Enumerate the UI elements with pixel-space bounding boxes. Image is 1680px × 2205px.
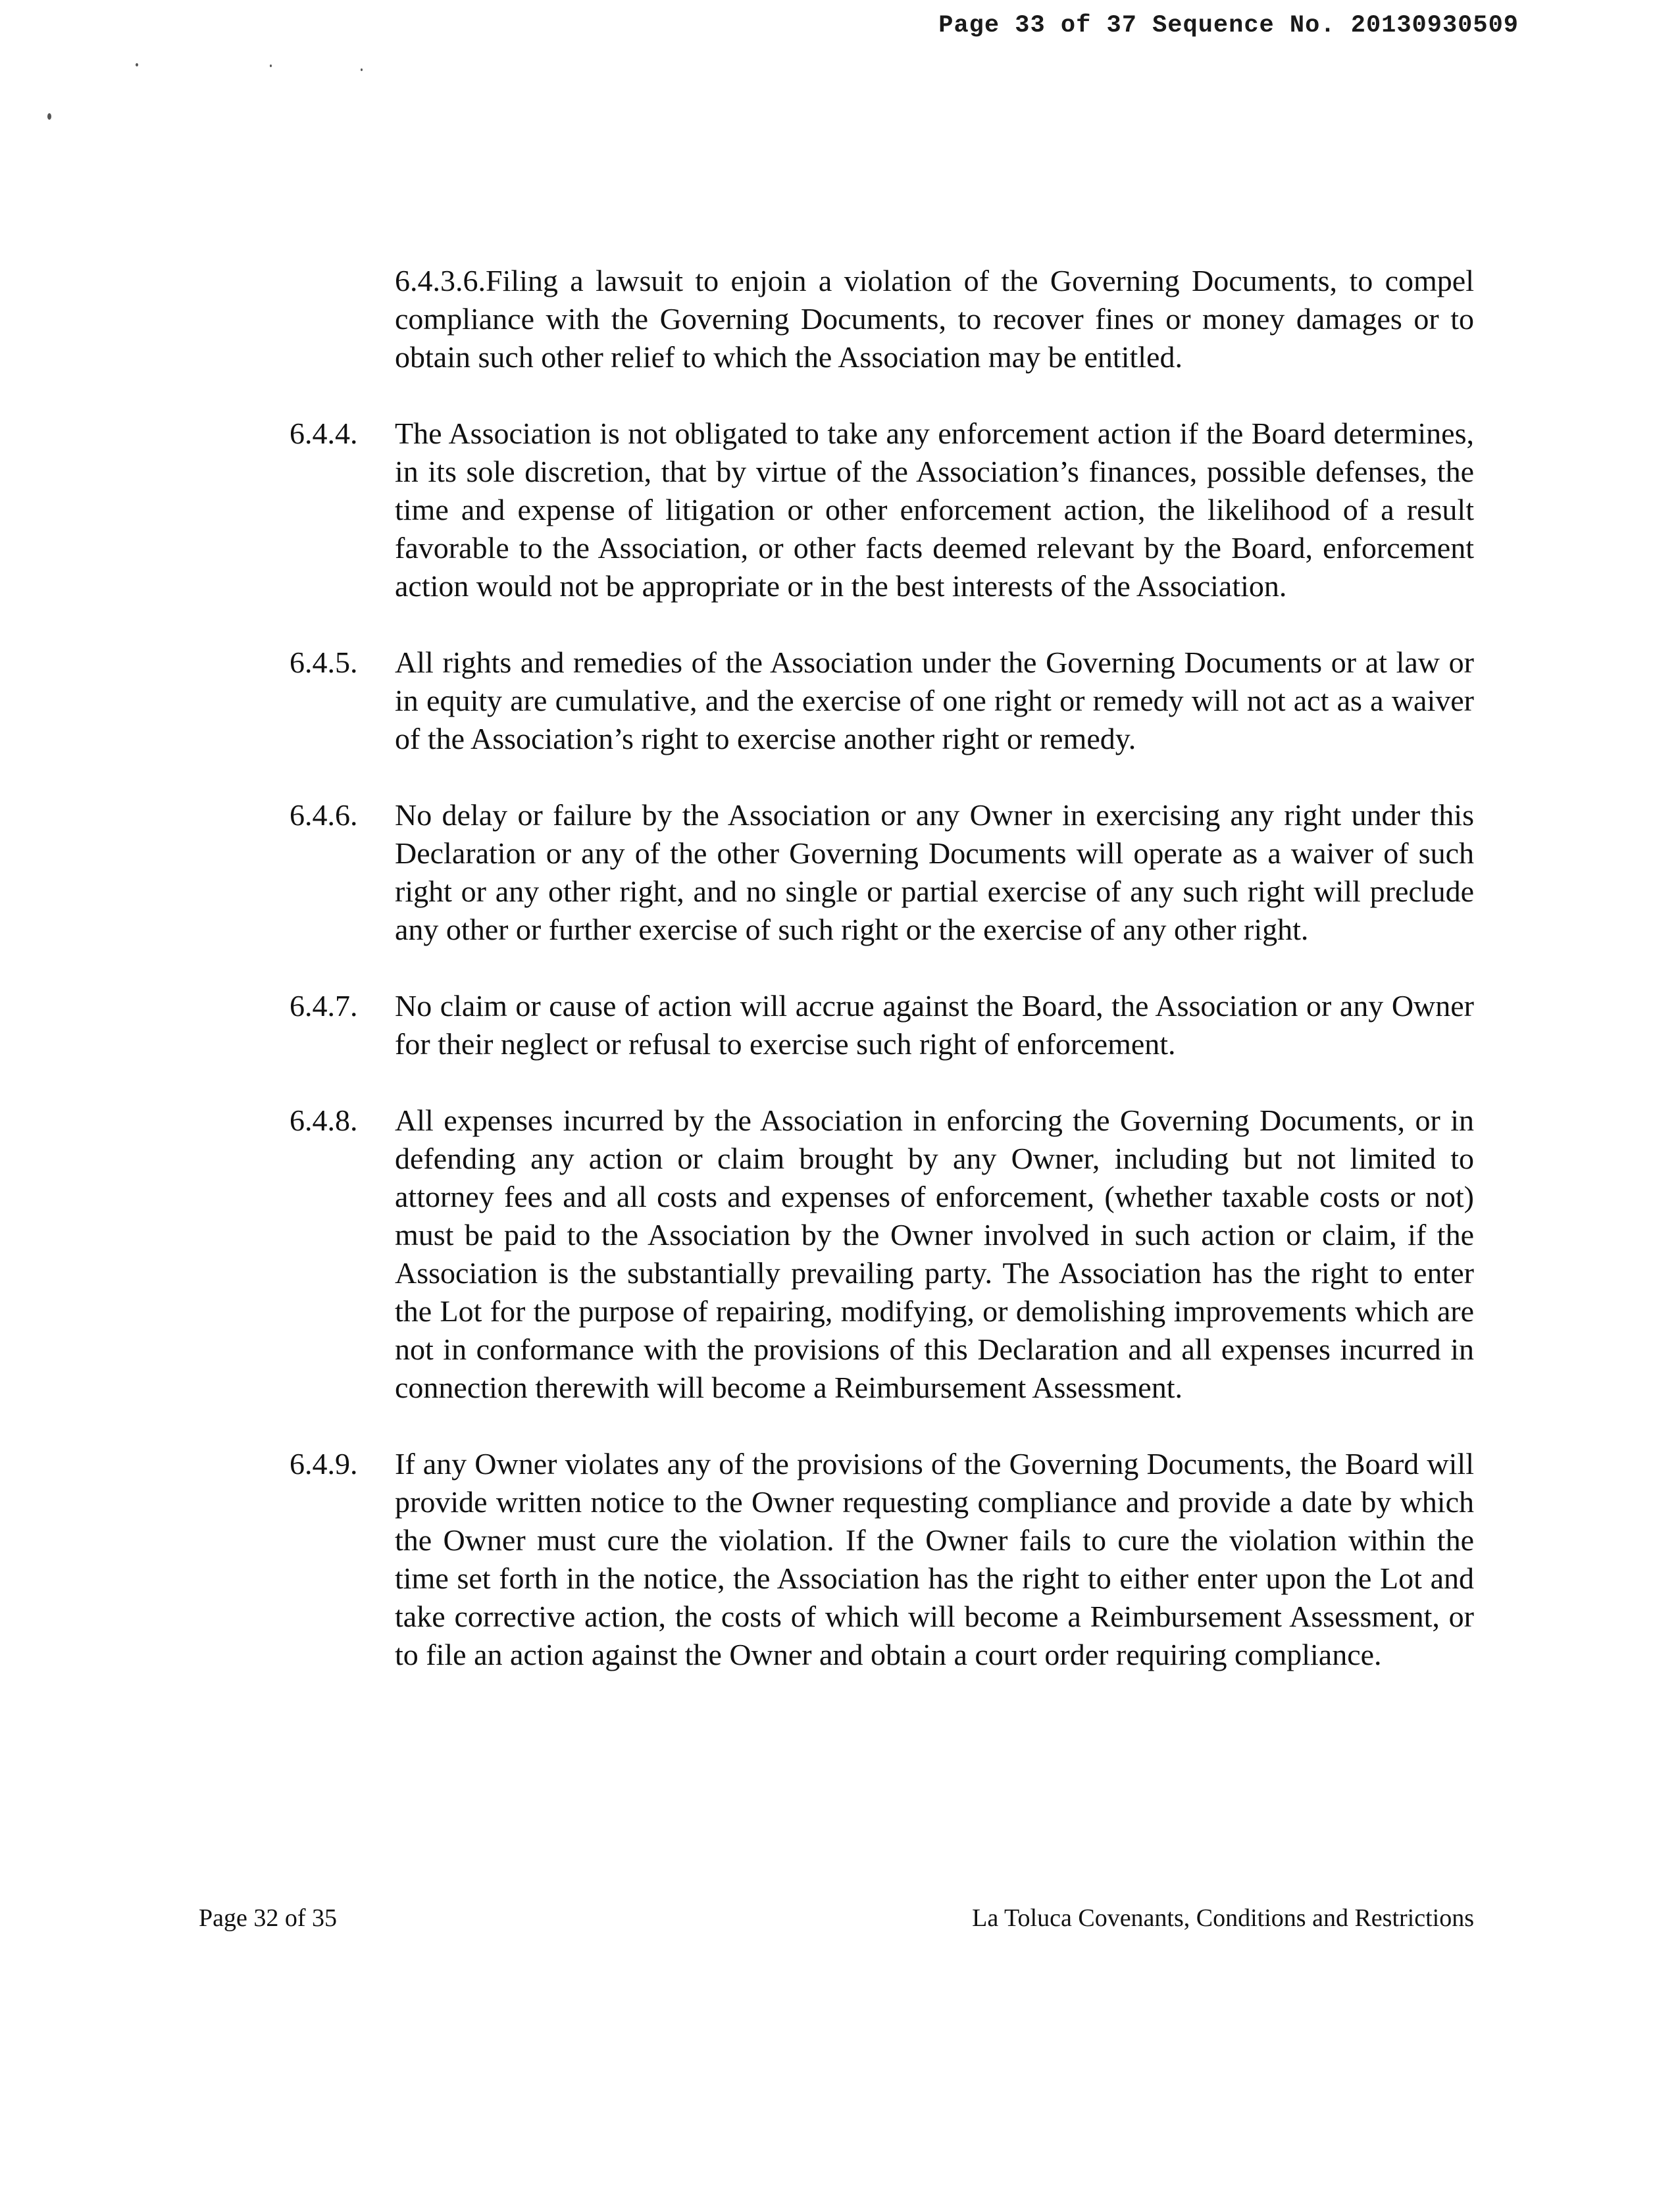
clause-6-4-4 (290, 415, 1474, 605)
clause-text: All rights and remedies of the Association under the Governing Documents or at law or in equity are cumulative, and the exercise of one right or remedy will not act as a waiver of the Association’s right to exercise another right or remedy. (395, 646, 1474, 755)
scan-speck (361, 68, 363, 71)
clause-number: 6.4.5. (290, 646, 358, 679)
clause-6-4-9 (290, 1445, 1474, 1674)
clause-number: 6.4.4. (290, 417, 358, 450)
clause-number: 6.4.9. (290, 1447, 358, 1481)
clause-text: All expenses incurred by the Association in enforcing the Governing Documents, or in defending any action or claim brought by any Owner, including but not limited to attorney fees and all costs and expenses of enforcement, (whether taxable costs or not) must be paid to the Association by the Owner involved in such action or claim, if the Association is the substantially prevailing party. The Association has the right to enter the Lot for the purpose of repairing, modifying, or demolishing improvements which are not in conformance with the provisions of this Declaration and all expenses incurred in connection therewith will become a Reimbursement Assessment. (395, 1103, 1474, 1404)
clause-text: If any Owner violates any of the provisions of the Governing Documents, the Board will provide written notice to the Owner requesting compliance and provide a date by which the Owner must cure the violation. If the Owner fails to cure the violation within the time set forth in the notice, the Association has the right to either enter upon the Lot and take corrective action, the costs of which will become a Reimbursement Assessment, or to file an action against the Owner and obtain a court order requiring compliance. (395, 1447, 1474, 1671)
clause-6-4-8 (290, 1102, 1474, 1407)
clause-text: No delay or failure by the Association or any Owner in exercising any right under this Declaration or any of the other Governing Documents will operate as a waiver of such right or any other right, and no single or partial exercise of any such right will preclude any other or further exercise of such right or the exercise of any other right. (395, 798, 1474, 946)
clause-text: No claim or cause of action will accrue against the Board, the Association or any Owner for their neglect or refusal to exercise such right of enforcement. (395, 989, 1474, 1061)
scan-speck (47, 113, 51, 120)
clause-number: 6.4.7. (290, 989, 358, 1023)
clause-6-4-6 (290, 796, 1474, 949)
footer-page-number: Page 32 of 35 (199, 1904, 338, 1932)
clause-number: 6.4.8. (290, 1103, 358, 1137)
recording-page-stamp: Page 33 of 37 Sequence No. 20130930509 (938, 12, 1519, 39)
scan-speck (270, 64, 272, 67)
clause-6-4-7 (290, 987, 1474, 1063)
clause-number: 6.4.6. (290, 798, 358, 832)
clause-text: The Association is not obligated to take any enforcement action if the Board determines, in its sole discretion, that by virtue of the Association’s finances, possible defenses, the time and expense of litigation or other enforcement action, the likelihood of a result favorable to the Association, or other facts deemed relevant by the Board, enforcement action would not be appropriate or in the best interests of the Association. (395, 417, 1474, 603)
clause-6-4-5 (290, 644, 1474, 758)
clause-text: Filing a lawsuit to enjoin a violation of the Governing Documents, to compel compliance with the Governing Documents, to recover fines or money damages or to obtain such other relief to which the Association may be entitled. (395, 264, 1474, 374)
footer-document-title: La Toluca Covenants, Conditions and Restrictions (972, 1904, 1474, 1932)
scan-speck (136, 63, 138, 66)
clause-6-4-3-6 (395, 262, 1474, 376)
document-body (290, 262, 1474, 1712)
clause-number: 6.4.3.6. (395, 264, 486, 297)
